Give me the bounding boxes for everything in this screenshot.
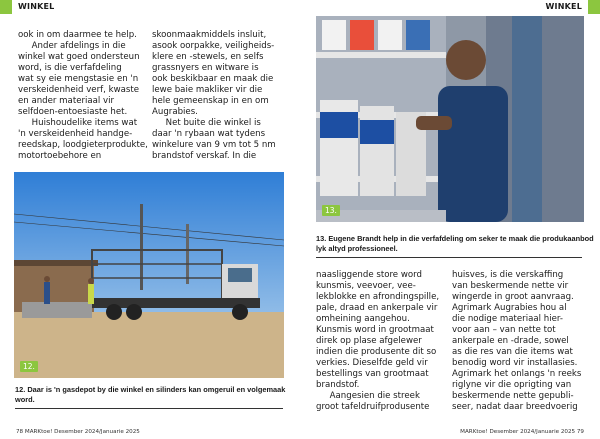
article-column-4: huisves, is die verskaffing van beskermende nette vir wingerde in groot aanvraag. Agrimark Augrabies hou al die nodige materiaal hier- voor aan – van nette tot ankerpale en -drade, sowel as die res van die items wat benodig word vir installasies. Agrimark het onlangs 'n reeks riglyne vir die oprigting van beskermende nette gepubli- seer, nadat daar breedvoerig: [452, 270, 582, 412]
footer-right: MARKtoe! Desember 2024/Januarie 2025 79: [460, 429, 584, 435]
photo-number-badge: 12.: [20, 361, 38, 372]
caption-rule-right: [316, 257, 582, 258]
photo-caption-12: 12. Daar is 'n gasdepot by die winkel en silinders kan omgeruil en volgemaak word.: [15, 385, 286, 404]
article-column-2: skoonmaakmiddels insluit, asook oorpakke, veiligheids- klere en -stewels, en selfs grassnyers en witware is ook beskikbaar en maak die lewe baie makliker vir die hele gemeenskap in en om Augrabies. Net buite die winkel is daar 'n rybaan wat tydens winkelure van 9 vm tot 5 nm brandstof verskaf. In die: [152, 30, 276, 161]
footer-left: 78 MARKtoe! Desember 2024/Januarie 2025: [16, 429, 140, 435]
photo-number-badge: 13.: [322, 205, 340, 216]
article-column-3: naasliggende store word kunsmis, veevoer, vee- lekblokke en afrondingspille, pale, draad en ankerpale vir omheining aangehou. Kunsmis word in grootmaat direk op plase afgelewer indien die produsente dit so verkies. Dieselfde geld vir bestellings van grootmaat brandstof. Aangesien die streek groot tafeldruifprodusente: [316, 270, 440, 412]
gas-depot-photo: [14, 172, 284, 378]
caption-rule-left: [15, 408, 283, 409]
gas-depot-illustration: [14, 172, 284, 378]
section-label-right: WINKEL: [545, 2, 582, 11]
paint-department-photo: [316, 16, 584, 222]
photo-caption-13: 13. Eugene Brandt help in die verfafdeling om seker te maak die produkaanbod lyk altyd professioneel.: [316, 234, 594, 253]
section-tab-right: [588, 0, 600, 14]
section-tab-left: [0, 0, 12, 14]
section-label-left: WINKEL: [18, 2, 55, 11]
article-column-1: ook in om daarmee te help. Ander afdelings in die winkel wat goed ondersteun word, is die verfafdeling wat sy eie mengstasie en 'n verskeidenheid verf, kwaste en ander materiaal vir selfdoen-entoesiaste het. Huishoudelike items wat 'n verskeidenheid handge- reedskap, loodgieterprodukte, motortoebehore en: [18, 30, 148, 161]
paint-department-illustration: [316, 16, 584, 222]
